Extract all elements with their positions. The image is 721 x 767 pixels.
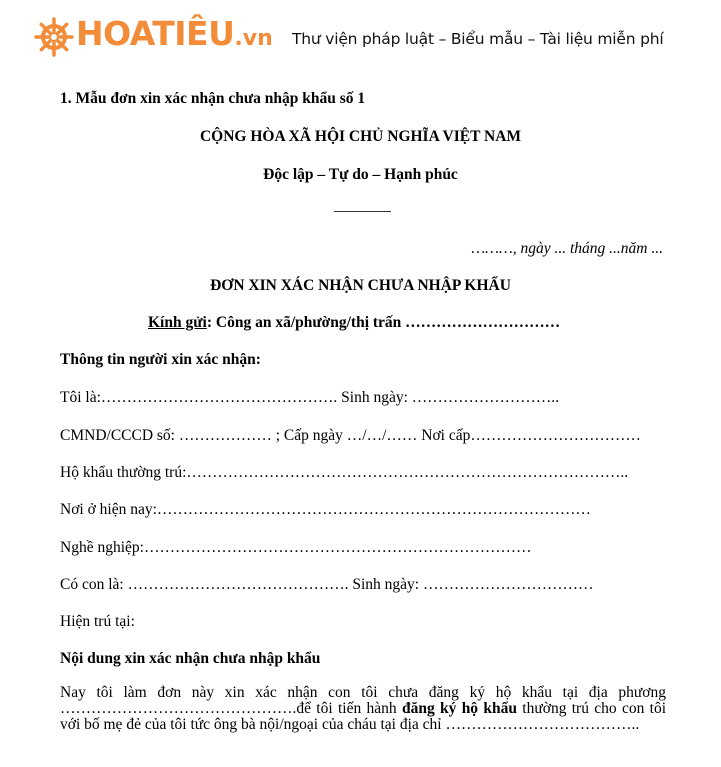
hoatieu-logo[interactable]: [34, 14, 273, 59]
national-title: CỘNG HÒA XÃ HỘI CHỦ NGHĨA VIỆT NAM: [199, 128, 522, 145]
logo-text: [76, 14, 273, 59]
logo-suffix: .vn: [234, 26, 273, 51]
recipient-label: Kính gửi: [148, 314, 207, 331]
recipient-value: : Công an xã/phường/thị trấn …………………………: [206, 314, 561, 331]
field-full-name: Tôi là:………………………………………. Sinh ngày: ………………………..: [60, 389, 560, 406]
paragraph-bold: đăng ký hộ khẩu: [401, 700, 517, 717]
field-permanent-residence: Hộ khẩu thường trú:…………………………………………………………………………..: [60, 464, 629, 481]
field-occupation: Nghề nghiệp:…………………………………………………………………: [60, 539, 532, 556]
section-title: 1. Mẫu đơn xin xác nhận chưa nhập khẩu số 1: [60, 90, 366, 107]
divider-line: [334, 211, 391, 212]
content-heading: Nội dung xin xác nhận chưa nhập khẩu: [60, 650, 321, 667]
paragraph-part-1: Nay tôi làm đơn này xin xác nhận con tôi chưa đăng ký hộ khẩu tại địa phương ……………………………………….để tôi tiến hành: [60, 684, 666, 717]
content-paragraph: [60, 685, 666, 733]
field-id-card: CMND/CCCD số: ……………… ; Cấp ngày …/…/…… Nơi cấp……………………………: [60, 427, 641, 444]
site-header: [0, 0, 721, 80]
site-tagline: Thư viện pháp luật – Biểu mẫu – Tài liệu miễn phí: [292, 30, 664, 48]
field-child-residence: Hiện trú tại:: [60, 613, 135, 630]
info-heading: Thông tin người xin xác nhận:: [60, 351, 261, 368]
recipient-line: [148, 314, 560, 332]
form-title: ĐƠN XIN XÁC NHẬN CHƯA NHẬP KHẨU: [210, 277, 511, 294]
ship-wheel-icon: [34, 17, 74, 57]
field-child-name: Có con là: ……………………………………. Sinh ngày: ……………………………: [60, 576, 594, 593]
date-line: ………, ngày ... tháng ...năm ...: [471, 240, 663, 257]
paragraph-part-2: thường trú cho con tôi với bố mẹ đẻ của tôi tức ông bà nội/ngoại của cháu tại địa chỉ ………………………………..: [60, 700, 667, 733]
motto: Độc lập – Tự do – Hạnh phúc: [263, 166, 458, 183]
field-current-address: Nơi ở hiện nay:…………………………………………………………………………: [60, 501, 591, 518]
logo-main: HOATIÊU: [76, 14, 235, 53]
